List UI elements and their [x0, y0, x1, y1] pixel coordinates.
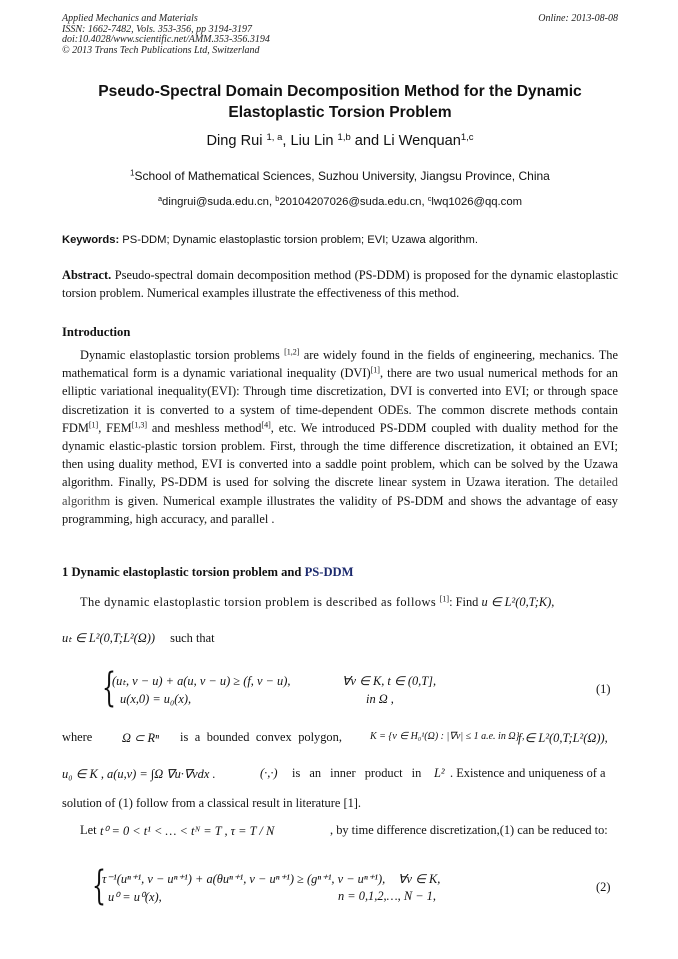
intro-text: is given. Numerical example illustrates the validity of PS-DDM and shows the advantage of easy programming, high accuracy, and parallel . — [62, 493, 618, 526]
body-text: where — [62, 730, 93, 744]
equation-1-row-1: (uₜ, v − u) + a(u, v − u) ≥ (f, v − u), — [112, 674, 291, 688]
journal-name: Applied Mechanics and Materials — [62, 13, 198, 24]
intro-text-highlight: detailed algorithm — [62, 475, 618, 508]
math-expression: uₜ ∈ L²(0,T;L²(Ω)) — [62, 631, 156, 645]
abstract — [62, 266, 618, 302]
affiliation — [62, 169, 618, 183]
section-heading-accent: PS-DDM — [304, 565, 354, 579]
doi-line: doi:10.4028/www.scientific.net/AMM.353-356.3194 — [62, 34, 270, 46]
problem-statement-line — [62, 630, 215, 646]
email-sep: , — [421, 196, 428, 208]
citation: [4] — [261, 420, 271, 430]
affiliation-text: School of Mathematical Sciences, Suzhou University, Jiangsu Province, China — [134, 169, 550, 183]
email-list — [62, 193, 618, 208]
journal-header — [62, 14, 618, 56]
math-expression: t⁰ = 0 < t¹ < … < tᴺ = T , τ = T / N — [100, 824, 275, 838]
author-2: Liu Lin — [290, 133, 334, 149]
keywords-label: Keywords: — [62, 234, 120, 246]
intro-text: , FEM — [98, 420, 132, 435]
equation-2-row-2-condition: n = 0,1,2,…, N − 1, — [338, 889, 436, 903]
equation-number: (1) — [596, 682, 611, 696]
email-a[interactable]: dingrui@suda.edu.cn — [162, 196, 269, 208]
body-text: is a bounded convex polygon, — [180, 730, 342, 744]
keywords-text: PS-DDM; Dynamic elastoplastic torsion problem; EVI; Uzawa algorithm. — [119, 234, 478, 246]
keywords — [62, 234, 618, 246]
equation-number: (2) — [596, 880, 611, 894]
online-date: Online: 2013-08-08 — [538, 13, 618, 24]
paper-title — [62, 81, 618, 123]
intro-text: and meshless method — [147, 420, 262, 435]
body-line: solution of (1) follow from a classical result in literature [1]. — [62, 796, 362, 810]
intro-text: , etc. We introduced PS-DDM coupled with duality method for the dynamic elastic-plastic torsion problem. First, through the time difference discretization, it obtained an EVI; then using duality method, EVI is converted into a saddle point problem, which can be solved by the Uzawa algorithm. Finally, PS-DDM is used for solving the discrete linear system in Uzawa iteration. The — [62, 420, 618, 490]
equation-2-row-1: τ⁻¹(uⁿ⁺¹, v − uⁿ⁺¹) + a(θuⁿ⁺¹, v − uⁿ⁺¹) ≥ (gⁿ⁺¹, v − uⁿ⁺¹), — [102, 872, 386, 886]
intro-text: are widely found in the fields of engineering, mechanics. The mathematical form is a dynamic variational inequality (DVI) — [62, 348, 619, 381]
body-text: is an inner product in — [292, 766, 422, 780]
section-heading-1 — [62, 565, 354, 580]
math-expression: f ∈ L²(0,T;L²(Ω)), — [518, 731, 608, 745]
problem-statement-line — [80, 594, 554, 610]
introduction-paragraph — [62, 346, 618, 528]
author-sep: , — [282, 133, 291, 149]
intro-text: , there are two usual numerical methods for an elliptic variational inequality(EVI): Through time discretization, DVI is converted into EVI; or through space discretization it is converted to a system of time-dependent ODEs. The common discrete methods contain FDM — [62, 366, 618, 435]
email-sep: , — [268, 196, 276, 208]
citation: [1,2] — [284, 347, 300, 357]
author-3-affil: 1,c — [460, 131, 474, 143]
email-marker: b — [275, 193, 280, 203]
email-marker: c — [427, 193, 432, 203]
body-text: Let — [80, 823, 97, 837]
body-text: such that — [170, 631, 215, 645]
abstract-text: Pseudo-spectral domain decomposition method (PS-DDM) is proposed for the dynamic elastoplastic torsion problem. Numerical examples illustrate the effectiveness of this method. — [62, 268, 618, 301]
math-expression: u₀ ∈ K , a(u,v) = ∫Ω ∇u·∇vdx . — [62, 767, 216, 781]
affiliation-marker: 1 — [130, 168, 135, 178]
equation-2-row-1-condition: ∀v ∈ K, — [398, 872, 441, 886]
body-text: . Existence and uniqueness of a — [450, 766, 606, 780]
email-c[interactable]: lwq1026@qq.com — [431, 196, 523, 208]
abstract-label: Abstract. — [62, 268, 112, 282]
math-expression: (·,·) — [260, 766, 278, 780]
email-b[interactable]: 20104207026@suda.edu.cn — [279, 196, 422, 208]
issn-line: ISSN: 1662-7482, Vols. 353-356, pp 3194-3197 — [62, 23, 252, 35]
citation: [1] — [370, 365, 380, 375]
intro-text: Dynamic elastoplastic torsion problems — [80, 348, 285, 362]
math-expression: u ∈ L²(0,T;K) — [481, 595, 552, 609]
equation-1-row-2-condition: in Ω , — [366, 692, 394, 706]
author-sep: and — [350, 133, 384, 149]
citation: [1,3] — [131, 420, 148, 430]
email-marker: a — [157, 193, 163, 203]
citation: [1] — [88, 420, 99, 430]
body-text: , — [551, 595, 555, 609]
equation-2-row-2: u⁰ = u⁰(x), — [108, 890, 162, 904]
body-text: : Find — [449, 595, 482, 609]
body-text: , by time difference discretization,(1) can be reduced to: — [330, 823, 608, 837]
citation: [1] — [439, 594, 450, 604]
equation-1-row-2: u(x,0) = u₀(x), — [120, 692, 192, 706]
title-line-1: Pseudo-Spectral Domain Decomposition Method for the Dynamic — [98, 83, 582, 100]
equation-brace: { — [92, 863, 106, 909]
copyright-line: © 2013 Trans Tech Publications Ltd, Switzerland — [62, 44, 260, 56]
author-3: Li Wenquan — [383, 133, 461, 149]
author-list — [62, 133, 618, 149]
author-1: Ding Rui — [206, 133, 263, 149]
section-heading-introduction: Introduction — [62, 325, 131, 339]
body-text: The dynamic elastoplastic torsion problem is described as follows — [80, 595, 440, 609]
author-2-affil: 1,b — [337, 131, 351, 143]
math-expression: K = {v ∈ H₀¹(Ω) : |∇v| ≤ 1 a.e. in Ω} , — [370, 731, 525, 742]
author-1-affil: 1, a — [266, 131, 283, 143]
math-expression: L² — [434, 766, 445, 780]
equation-brace: { — [102, 665, 116, 711]
math-expression: Ω ⊂ Rⁿ — [122, 731, 160, 745]
equation-1-row-1-condition: ∀v ∈ K, t ∈ (0,T], — [342, 674, 437, 688]
title-line-2: Elastoplastic Torsion Problem — [228, 104, 452, 121]
section-heading-text: 1 Dynamic elastoplastic torsion problem and — [62, 565, 305, 579]
